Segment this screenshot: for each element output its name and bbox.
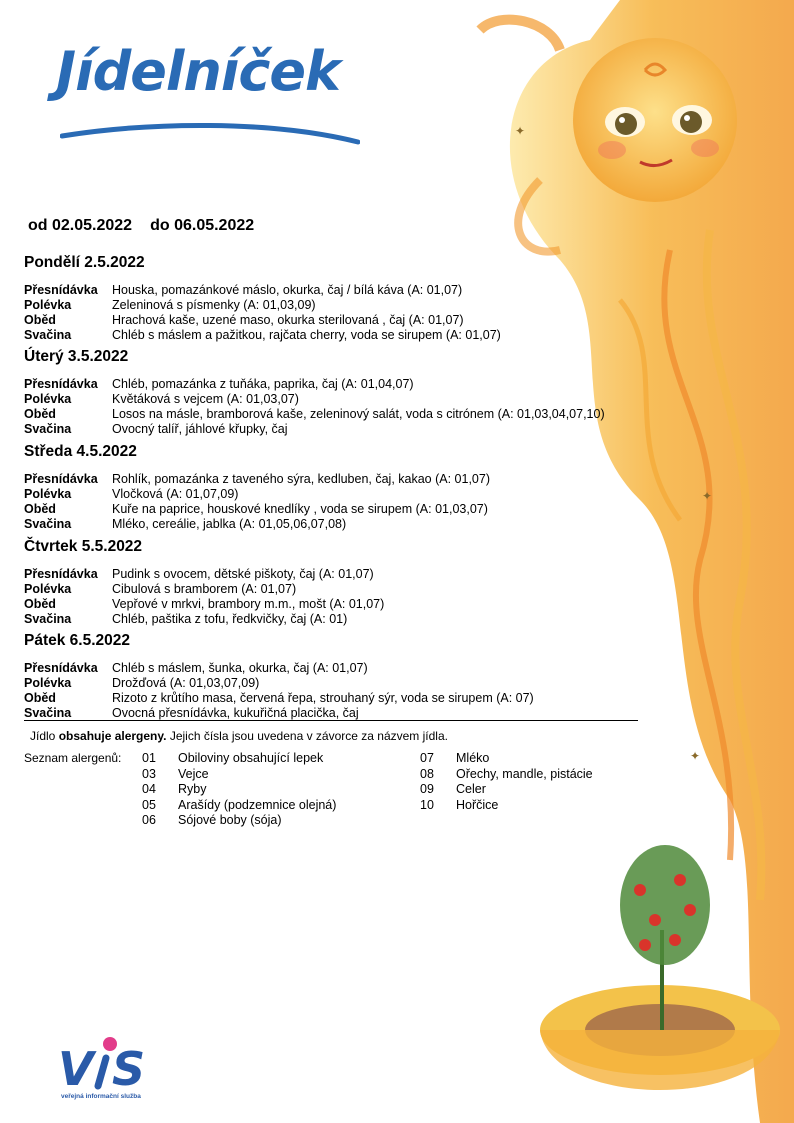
meal-desc: Pudink s ovocem, dětské piškoty, čaj (A: 01,07)	[112, 567, 374, 581]
allergen-list-label: Seznam alergenů:	[24, 751, 122, 765]
allergen-name: Arašídy (podzemnice olejná)	[178, 797, 337, 812]
allergen-num: 03	[142, 766, 156, 781]
meal-desc: Ovocný talíř, jáhlové křupky, čaj	[112, 422, 288, 436]
svg-text:✦: ✦	[690, 749, 701, 763]
meal-row	[24, 706, 664, 721]
meal-name: Oběd	[24, 313, 56, 327]
meal-desc: Chléb s máslem a pažitkou, rajčata cherry, voda se sirupem (A: 01,07)	[112, 328, 501, 342]
meal-row	[24, 298, 664, 313]
day-block-thursday	[24, 536, 664, 627]
day-title: Pondělí 2.5.2022	[24, 254, 145, 271]
meal-row	[24, 328, 664, 343]
meal-name: Oběd	[24, 502, 56, 516]
meal-name: Polévka	[24, 487, 72, 501]
meal-name: Svačina	[24, 612, 72, 626]
meal-name: Přesnídávka	[24, 472, 98, 486]
allergen-list-col1	[142, 751, 336, 829]
meal-desc: Zeleninová s písmenky (A: 01,03,09)	[112, 298, 316, 312]
vis-caption: veřejná informační služba	[61, 1093, 141, 1100]
meal-name: Svačina	[24, 328, 72, 342]
list-item	[142, 813, 336, 829]
svg-text:✦: ✦	[702, 489, 713, 503]
title-swoosh-icon	[60, 118, 360, 148]
meal-row	[24, 313, 664, 328]
meal-row	[24, 502, 664, 517]
meal-name: Polévka	[24, 582, 72, 596]
meal-desc: Drožďová (A: 01,03,07,09)	[112, 676, 260, 690]
allergen-name: Hořčice	[456, 797, 499, 812]
allergen-num: 04	[142, 782, 156, 796]
meal-desc: Losos na másle, bramborová kaše, zeleninový salát, voda s citrónem (A: 01,03,04,07,10)	[112, 407, 605, 421]
meal-name: Přesnídávka	[24, 567, 98, 581]
allergen-list-col2	[420, 751, 593, 813]
meal-row	[24, 582, 664, 597]
meal-row	[24, 377, 664, 392]
meal-desc: Chléb, paštika z tofu, ředkvičky, čaj (A: 01)	[112, 612, 348, 626]
meal-row	[24, 472, 664, 487]
day-block-monday	[24, 252, 664, 343]
allergen-name: Celer	[456, 782, 486, 796]
day-title: Středa 4.5.2022	[24, 443, 137, 460]
day-block-wednesday	[24, 441, 664, 532]
allergen-num: 10	[420, 797, 434, 812]
meal-name: Svačina	[24, 422, 72, 436]
allergen-num: 06	[142, 813, 156, 827]
meal-name: Svačina	[24, 706, 72, 720]
allergen-name: Vejce	[178, 766, 209, 781]
meal-name: Oběd	[24, 691, 56, 705]
list-item	[420, 782, 593, 798]
meal-row	[24, 422, 664, 437]
meal-desc: Rizoto z krůtího masa, červená řepa, strouhaný sýr, voda se sirupem (A: 07)	[112, 691, 534, 705]
meal-row	[24, 517, 664, 532]
meal-row	[24, 407, 664, 422]
list-item	[420, 798, 593, 814]
svg-text:S: S	[112, 1042, 146, 1096]
meal-name: Oběd	[24, 597, 56, 611]
meal-desc: Chléb, pomazánka z tuňáka, paprika, čaj (A: 01,04,07)	[112, 377, 414, 391]
meal-name: Přesnídávka	[24, 661, 98, 675]
meal-desc: Hrachová kaše, uzené maso, okurka sterilovaná , čaj (A: 01,07)	[112, 313, 464, 327]
svg-text:V: V	[58, 1042, 94, 1096]
day-title: Úterý 3.5.2022	[24, 348, 129, 365]
allergen-num: 09	[420, 782, 434, 796]
allergen-note-post: Jejich čísla jsou uvedena v závorce za názvem jídla.	[166, 729, 448, 743]
divider	[24, 720, 638, 721]
svg-text:✦: ✦	[515, 124, 526, 138]
meal-row	[24, 487, 664, 502]
meal-name: Přesnídávka	[24, 283, 98, 297]
list-item	[142, 782, 336, 798]
meal-row	[24, 392, 664, 407]
meal-name: Polévka	[24, 298, 72, 312]
period-to: do 06.05.2022	[150, 217, 255, 234]
day-title: Čtvrtek 5.5.2022	[24, 538, 143, 555]
day-title: Pátek 6.5.2022	[24, 632, 131, 649]
day-block-friday	[24, 630, 664, 721]
meal-row	[24, 661, 664, 676]
vis-logo-icon	[58, 1030, 168, 1100]
meal-desc: Květáková s vejcem (A: 01,03,07)	[112, 392, 299, 406]
menu-period	[28, 217, 254, 235]
page-title: Jídelníček	[56, 40, 340, 103]
allergen-num: 08	[420, 766, 434, 781]
meal-name: Polévka	[24, 676, 72, 690]
meal-row	[24, 691, 664, 706]
meal-desc: Vločková (A: 01,07,09)	[112, 487, 239, 501]
meal-desc: Chléb s máslem, šunka, okurka, čaj (A: 01,07)	[112, 661, 368, 675]
meal-row	[24, 597, 664, 612]
meal-name: Přesnídávka	[24, 377, 98, 391]
list-item	[142, 767, 336, 783]
meal-desc: Cibulová s bramborem (A: 01,07)	[112, 582, 297, 596]
list-item	[420, 767, 593, 783]
list-item	[142, 751, 336, 767]
period-from: od 02.05.2022	[28, 217, 133, 234]
meal-row	[24, 283, 664, 298]
meal-row	[24, 567, 664, 582]
allergen-name: Sójové boby (sója)	[178, 813, 282, 827]
meal-desc: Rohlík, pomazánka z taveného sýra, kedluben, čaj, kakao (A: 01,07)	[112, 472, 490, 486]
allergen-note-pre: Jídlo	[30, 729, 59, 743]
meal-row	[24, 612, 664, 627]
allergen-name: Ořechy, mandle, pistácie	[456, 766, 593, 781]
meal-desc: Kuře na paprice, houskové knedlíky , voda se sirupem (A: 01,03,07)	[112, 502, 488, 516]
day-block-tuesday	[24, 346, 664, 437]
allergen-name: Ryby	[178, 782, 207, 796]
allergen-note-bold: obsahuje alergeny.	[58, 729, 167, 743]
meal-row	[24, 676, 664, 691]
meal-desc: Vepřové v mrkvi, brambory m.m., mošt (A: 01,07)	[112, 597, 385, 611]
meal-name: Oběd	[24, 407, 56, 421]
meal-desc: Mléko, cereálie, jablka (A: 01,05,06,07,08)	[112, 517, 347, 531]
meal-desc: Ovocná přesnídávka, kukuřičná placička, čaj	[112, 706, 359, 720]
allergen-num: 07	[420, 751, 434, 765]
meal-desc: Houska, pomazánkové máslo, okurka, čaj / bílá káva (A: 01,07)	[112, 283, 463, 297]
allergen-note	[30, 729, 448, 743]
allergen-num: 05	[142, 797, 156, 812]
allergen-name: Mléko	[456, 751, 490, 765]
allergen-name: Obiloviny obsahující lepek	[178, 751, 324, 765]
meal-name: Polévka	[24, 392, 72, 406]
list-item	[142, 798, 336, 814]
meal-name: Svačina	[24, 517, 72, 531]
allergen-num: 01	[142, 751, 156, 765]
list-item	[420, 751, 593, 767]
